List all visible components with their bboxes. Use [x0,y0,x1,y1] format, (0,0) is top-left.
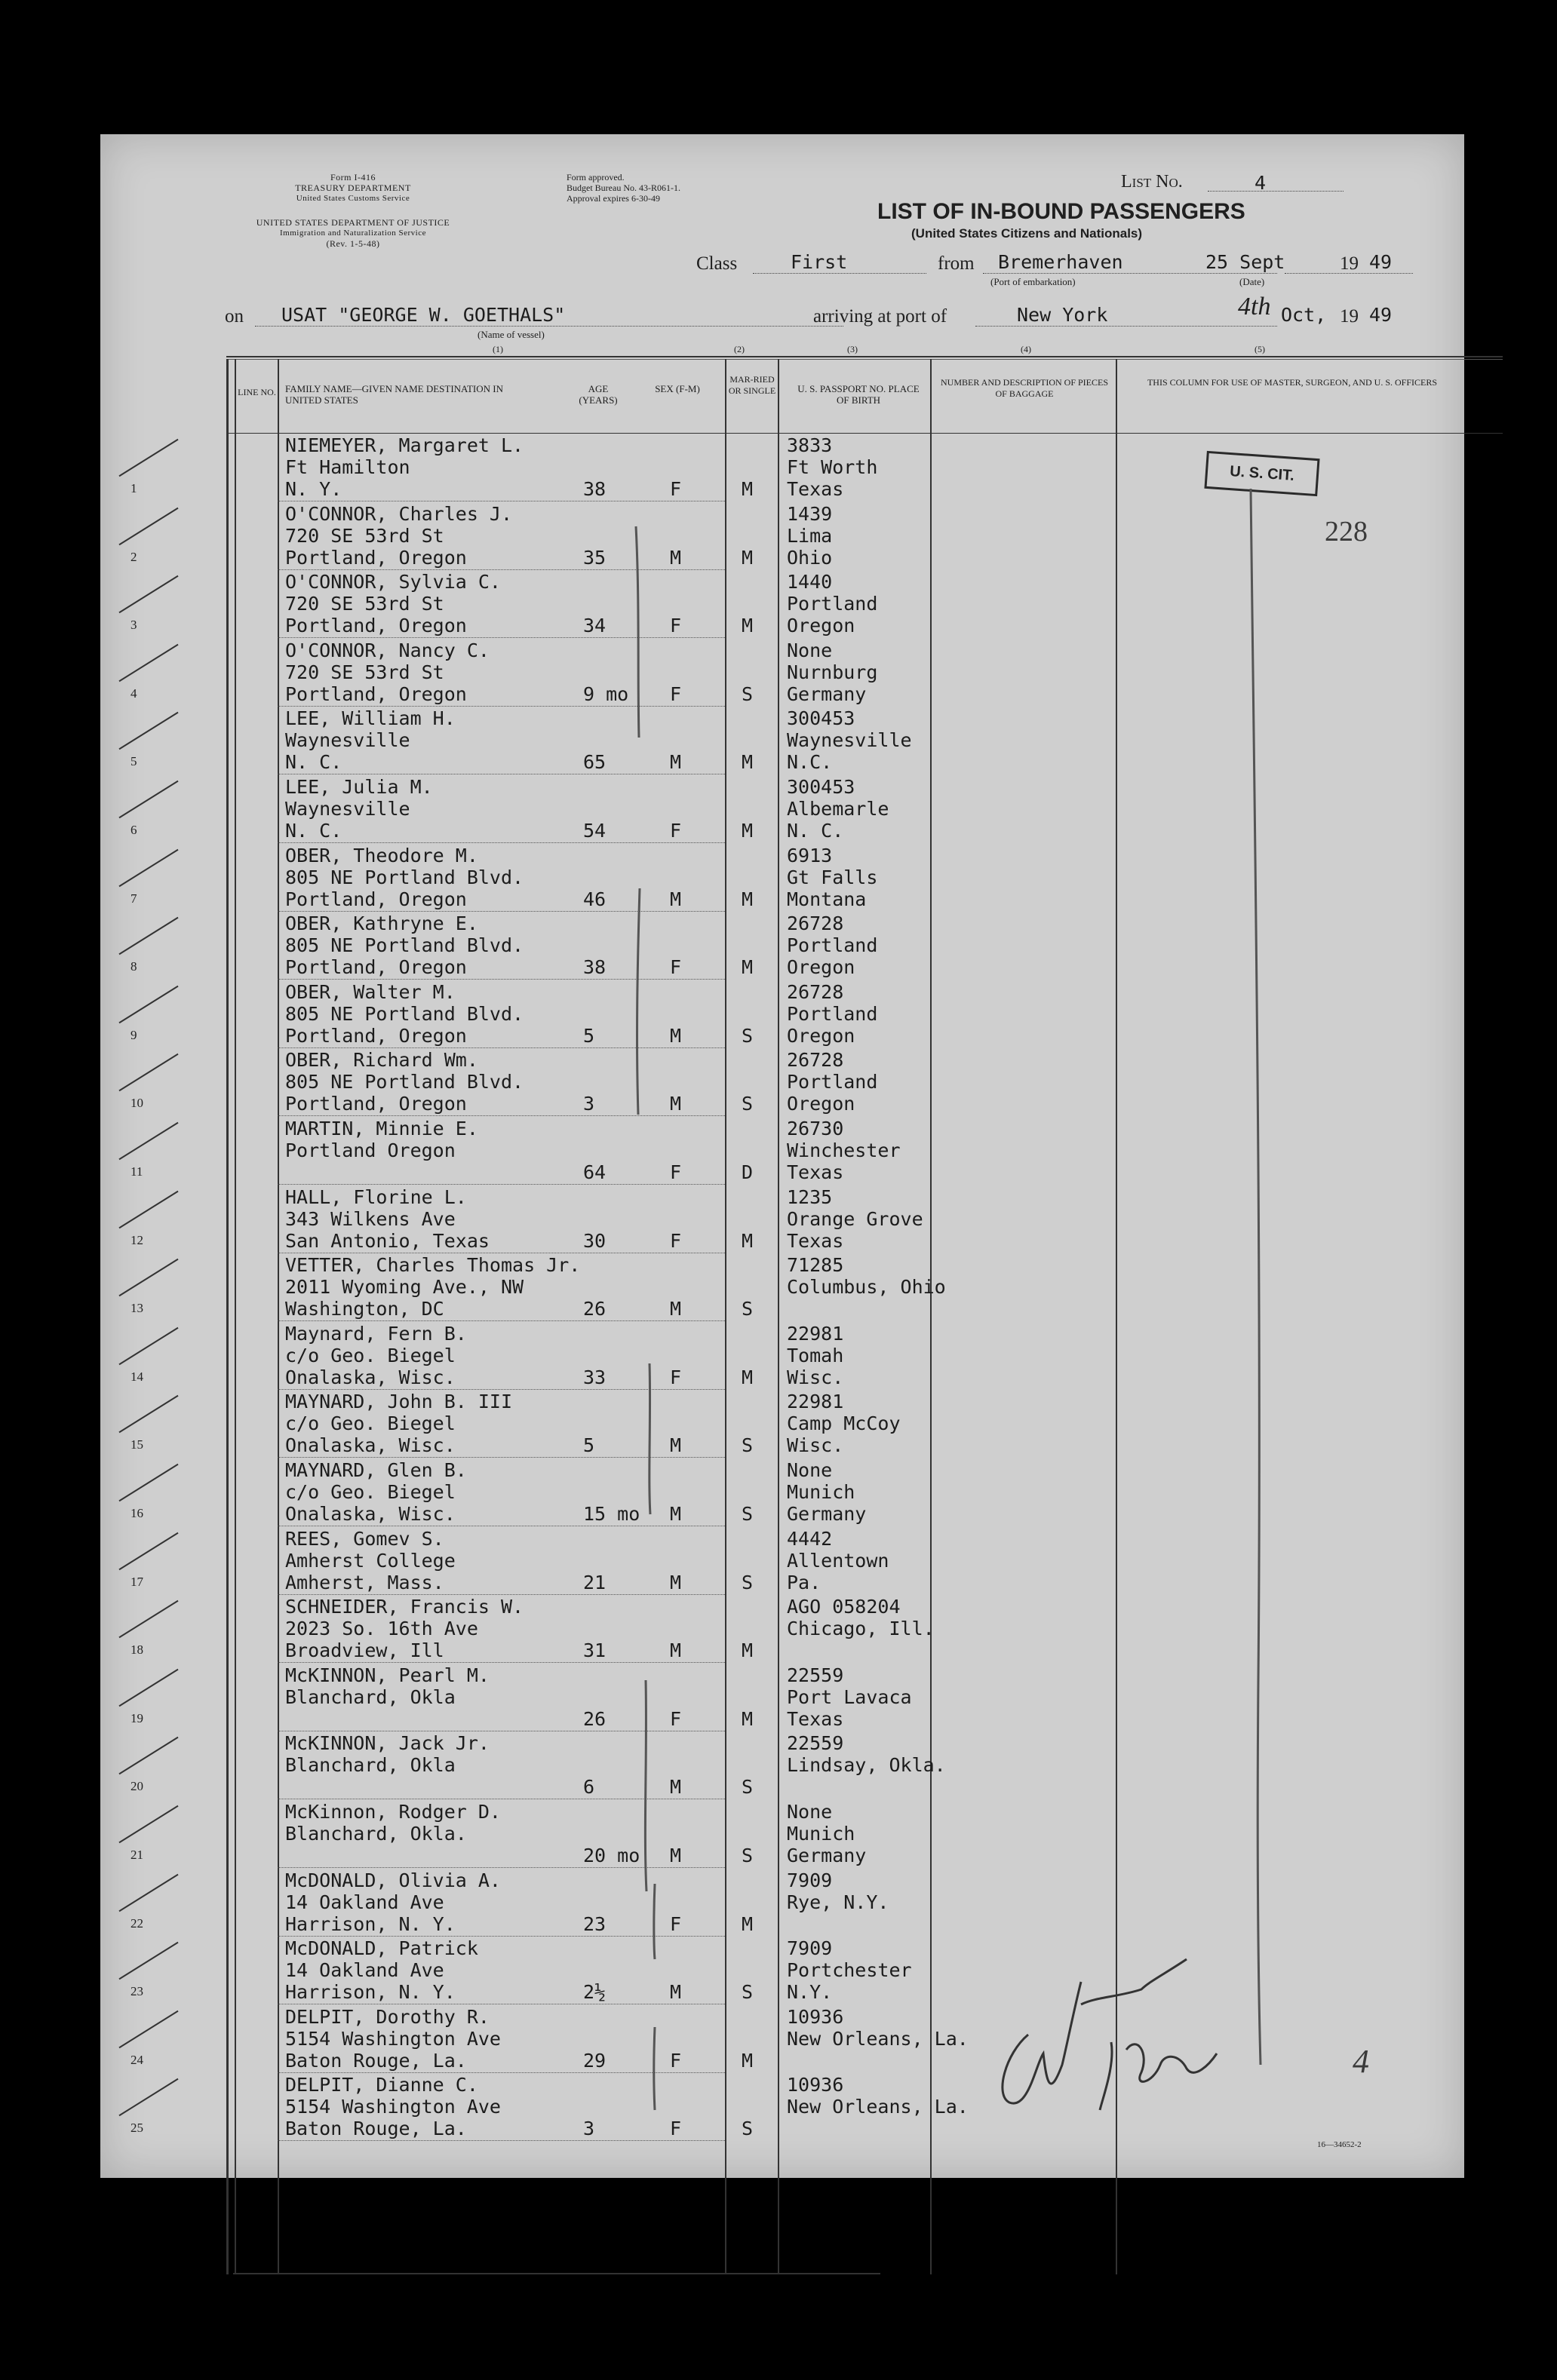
birth-place: New Orleans, La. [787,2027,969,2050]
line-number: 23 [131,1984,143,1999]
passport-number: 22981 [787,1322,844,1345]
treasury-dept: TREASURY DEPARTMENT [295,182,411,193]
passenger-destination: Onalaska, Wisc. [285,1434,456,1457]
passenger-address: 5154 Washington Ave [285,2027,501,2050]
passport-number: 26728 [787,912,844,935]
passenger-marital-status: S [742,1024,754,1047]
passenger-age: 54 [583,820,607,842]
birth-place-region: N. C. [787,820,844,842]
col-header-name: FAMILY NAME—GIVEN NAME DESTINATION IN UNITED STATES [285,383,504,406]
passenger-sex: F [670,2049,682,2072]
approval-line-1: Form approved. [567,172,625,182]
passport-number: 7909 [787,1869,833,1891]
birth-place-region: Ohio [787,546,833,569]
birth-place-region: Germany [787,1845,867,1866]
line-number: 24 [131,2052,143,2067]
passport-number: 26728 [787,1049,844,1072]
passenger-age: 29 [583,2049,607,2072]
passport-number: 300453 [787,707,855,730]
passenger-name: O'CONNOR, Charles J. [285,502,513,525]
passenger-address: c/o Geo. Biegel [285,1344,456,1366]
col-header-sex: SEX (F-M) [655,383,700,394]
col-header-line-no: LINE NO. [238,387,276,397]
passenger-marital-status: M [742,888,754,910]
passenger-name: OBER, Walter M. [285,980,456,1003]
passenger-sex: F [670,1161,682,1183]
passenger-sex: M [670,888,682,910]
passenger-age: 20 mo [583,1845,640,1866]
passenger-sex: M [670,1434,682,1457]
passenger-address: Ft Hamilton [285,456,410,478]
revision: (Rev. 1-5-48) [326,238,380,249]
page-subtitle: (United States Citizens and Nationals) [911,226,1143,241]
passenger-address: 14 Oakland Ave [285,1891,444,1913]
line-number: 16 [131,1506,143,1520]
passenger-sex: F [670,1707,682,1730]
passenger-name: McDONALD, Olivia A. [285,1869,501,1891]
passenger-marital-status: S [742,2118,754,2140]
passenger-name: McKINNON, Pearl M. [285,1664,490,1686]
passport-number: 3833 [787,434,833,456]
passenger-name: Maynard, Fern B. [285,1322,467,1345]
passenger-sex: M [670,1093,682,1115]
passenger-address: Blanchard, Okla [285,1685,456,1708]
passenger-name: VETTER, Charles Thomas Jr. [285,1254,581,1277]
passenger-age: 64 [583,1161,607,1183]
passenger-address: Amherst College [285,1549,456,1572]
birth-place: Munich [787,1481,855,1503]
passenger-name: REES, Gomev S. [285,1527,444,1550]
birth-place-region: N.Y. [787,1981,833,2004]
passenger-destination: Harrison, N. Y. [285,1912,456,1935]
birth-place-region: Texas [787,478,844,500]
line-number: 20 [131,1779,143,1794]
passenger-age: 38 [583,956,607,979]
passport-number: 1440 [787,571,833,593]
passenger-marital-status: M [742,820,754,842]
passenger-age: 2½ [583,1981,607,2004]
passenger-marital-status: M [742,1639,754,1662]
birth-place-region: Germany [787,1503,867,1525]
birth-place: Orange Grove [787,1207,923,1230]
list-number: 4 [1255,172,1267,194]
line-number: 1 [131,481,137,495]
line-number: 18 [131,1642,143,1658]
line-number: 14 [131,1369,143,1384]
passenger-sex: M [670,1298,682,1320]
passenger-marital-status: M [742,478,754,500]
birth-place: Albemarle [787,798,889,820]
passport-number: 4442 [787,1527,833,1550]
passenger-age: 6 [583,1776,595,1799]
page-title: LIST OF IN-BOUND PASSENGERS [877,199,1245,224]
passenger-age: 3 [583,1093,595,1115]
passenger-address: 805 NE Portland Blvd. [285,1002,524,1025]
birth-place: Rye, N.Y. [787,1891,889,1913]
passport-number: 26730 [787,1118,844,1139]
passenger-address: c/o Geo. Biegel [285,1481,456,1503]
passenger-sex: M [670,1845,682,1866]
col-number-2: (2) [734,344,745,354]
passenger-address: 720 SE 53rd St [285,593,444,615]
passenger-address: 805 NE Portland Blvd. [285,866,524,888]
form-number: Form I-416 [330,172,376,182]
passport-number: 22559 [787,1732,844,1755]
birth-place: Allentown [787,1549,889,1572]
passenger-sex: M [670,751,682,774]
passenger-age: 21 [583,1571,607,1593]
birth-place: New Orleans, La. [787,2096,969,2118]
ins-service: Immigration and Naturalization Service [279,228,427,238]
passenger-destination: Onalaska, Wisc. [285,1366,456,1388]
passenger-destination: Portland, Oregon [285,888,467,910]
passenger-name: McDONALD, Patrick [285,1937,478,1960]
passenger-age: 3 [583,2118,595,2140]
passenger-destination: Portland, Oregon [285,956,467,979]
passport-number: 22981 [787,1391,844,1413]
from-label: from [938,253,975,274]
passenger-destination: Portland, Oregon [285,1024,467,1047]
line-number: 3 [131,618,137,633]
birth-place-region: Wisc. [787,1366,844,1388]
passenger-marital-status: M [742,1229,754,1252]
line-number: 21 [131,1848,143,1862]
passport-number: 7909 [787,1937,833,1960]
birth-place-region: Oregon [787,1024,855,1047]
passport-number: AGO 058204 [787,1596,901,1618]
passenger-address: 5154 Washington Ave [285,2096,501,2118]
year-prefix: 19 [1340,253,1359,274]
vessel-caption: (Name of vessel) [478,329,545,340]
line-number: 22 [131,1915,143,1931]
line-number: 5 [131,754,137,769]
arrival-month: Oct, [1281,304,1327,326]
passenger-age: 30 [583,1229,607,1252]
birth-place-region: Montana [787,888,867,910]
line-number: 2 [131,549,137,564]
pencil-line [1251,489,1261,2065]
birth-place: Waynesville [787,729,912,752]
passenger-sex: M [670,1639,682,1662]
arrival-port: New York [1017,304,1108,326]
passenger-name: OBER, Theodore M. [285,844,478,866]
passenger-name: LEE, Julia M. [285,776,433,798]
line-number: 10 [131,1096,143,1111]
passenger-marital-status: M [742,1707,754,1730]
birth-place: Nurnburg [787,661,878,683]
passenger-marital-status: S [742,1434,754,1457]
passport-number: None [787,1801,833,1823]
passenger-age: 26 [583,1298,607,1320]
year-value: 49 [1369,251,1393,273]
approval-line-3: Approval expires 6-30-49 [567,193,660,204]
passport-number: 1439 [787,502,833,525]
footer-code: 16—34652-2 [1317,2140,1362,2149]
passenger-age: 65 [583,751,607,774]
birth-place: Lima [787,524,833,547]
passport-number: None [787,1459,833,1481]
passenger-marital-status: D [742,1161,754,1183]
us-citizen-stamp: U. S. CIT. [1204,451,1319,496]
passenger-sex: F [670,2118,682,2140]
passport-number: 300453 [787,776,855,798]
col-header-passport: U. S. PASSPORT NO. PLACE OF BIRTH [797,383,920,406]
class-value: First [791,251,848,273]
passenger-marital-status: S [742,1845,754,1866]
passenger-destination: Portland, Oregon [285,546,467,569]
passenger-sex: M [670,1571,682,1593]
birth-place: Portland [787,593,878,615]
birth-place-region: Oregon [787,956,855,979]
passenger-age: 31 [583,1639,607,1662]
passenger-address: 720 SE 53rd St [285,661,444,683]
passenger-name: MARTIN, Minnie E. [285,1118,478,1139]
passenger-marital-status: M [742,2049,754,2072]
birth-place-region: Germany [787,682,867,705]
passenger-sex: F [670,820,682,842]
passenger-marital-status: S [742,1981,754,2004]
passport-number: 71285 [787,1254,844,1277]
passenger-address: Waynesville [285,729,410,752]
passenger-age: 5 [583,1024,595,1047]
passenger-sex: M [670,1503,682,1525]
col-number-3: (3) [847,344,858,354]
birth-place-region: N.C. [787,751,833,774]
birth-place: Portland [787,934,878,957]
passenger-destination: San Antonio, Texas [285,1229,490,1252]
pencil-annotations [100,134,1464,2178]
passenger-name: SCHNEIDER, Francis W. [285,1596,524,1618]
passenger-marital-status: S [742,1298,754,1320]
passenger-sex: M [670,1776,682,1799]
line-number: 25 [131,2121,143,2136]
line-number: 15 [131,1437,143,1452]
col-header-baggage: NUMBER AND DESCRIPTION OF PIECES OF BAGGAGE [940,377,1109,399]
passenger-sex: F [670,1229,682,1252]
birth-place: Munich [787,1823,855,1845]
passenger-destination: Broadview, Ill [285,1639,444,1662]
line-number: 13 [131,1301,143,1316]
margin-mark: 4 [1353,2043,1369,2080]
birth-place: Lindsay, Okla. [787,1754,946,1777]
passenger-address: Blanchard, Okla [285,1754,456,1777]
line-number: 17 [131,1574,143,1589]
passenger-name: McKinnon, Rodger D. [285,1801,501,1823]
passenger-sex: F [670,478,682,500]
vessel-name: USAT "GEORGE W. GOETHALS" [281,304,566,326]
passenger-age: 5 [583,1434,595,1457]
passport-number: 26728 [787,980,844,1003]
birth-place: Chicago, Ill. [787,1618,935,1640]
passenger-sex: F [670,682,682,705]
passenger-sex: M [670,1024,682,1047]
line-number: 9 [131,1027,137,1042]
passenger-age: 23 [583,1912,607,1935]
birth-place: Columbus, Ohio [787,1276,946,1299]
passenger-address: 14 Oakland Ave [285,1959,444,1982]
approval-line-2: Budget Bureau No. 43-R061-1. [567,182,680,193]
birth-place-region: Texas [787,1161,844,1183]
passport-number: 1235 [787,1185,833,1208]
birth-place-region: Texas [787,1707,844,1730]
passenger-address: 720 SE 53rd St [285,524,444,547]
line-number: 7 [131,891,137,906]
col-number-1: (1) [493,344,503,354]
birth-place: Ft Worth [787,456,878,478]
passport-number: 10936 [787,2074,844,2096]
departure-date: 25 Sept [1205,251,1285,273]
passenger-marital-status: S [742,1503,754,1525]
passenger-sex: F [670,615,682,637]
birth-place: Winchester [787,1139,901,1161]
passenger-marital-status: M [742,1912,754,1935]
arrival-day: 4th [1238,293,1271,321]
passenger-age: 15 mo [583,1503,640,1525]
birth-place: Camp McCoy [787,1412,901,1435]
passenger-sex: F [670,1366,682,1388]
col-number-4: (4) [1021,344,1031,354]
birth-place: Portchester [787,1959,912,1982]
passenger-destination: N. Y. [285,478,342,500]
passenger-name: MAYNARD, John B. III [285,1391,513,1413]
passenger-age: 33 [583,1366,607,1388]
passenger-age: 46 [583,888,607,910]
page-stamp-number: 228 [1325,516,1368,547]
passenger-destination: Portland, Oregon [285,1093,467,1115]
passenger-destination: Amherst, Mass. [285,1571,444,1593]
birth-place-region: Wisc. [787,1434,844,1457]
passport-number: 22559 [787,1664,844,1686]
col-header-officers: THIS COLUMN FOR USE OF MASTER, SURGEON, AND U. S. OFFICERS [1147,377,1438,388]
justice-dept: UNITED STATES DEPARTMENT OF JUSTICE [256,217,450,228]
arrival-year-prefix: 19 [1340,306,1359,327]
passenger-address: 805 NE Portland Blvd. [285,1071,524,1093]
line-number: 11 [131,1164,143,1179]
passenger-age: 38 [583,478,607,500]
birth-place: Port Lavaca [787,1685,912,1708]
col-header-married: MAR-RIED OR SINGLE [728,374,776,396]
passenger-marital-status: S [742,682,754,705]
passenger-age: 9 mo [583,682,629,705]
line-number: 6 [131,823,137,837]
date-caption: (Date) [1239,276,1265,287]
line-number: 8 [131,959,137,974]
passenger-marital-status: M [742,956,754,979]
on-label: on [225,306,244,327]
birth-place-region: Texas [787,1229,844,1252]
pencil-line [636,526,639,738]
passenger-age: 35 [583,546,607,569]
passenger-address: 805 NE Portland Blvd. [285,934,524,957]
birth-place: Portland [787,1002,878,1025]
passenger-marital-status: M [742,546,754,569]
passenger-name: O'CONNOR, Sylvia C. [285,571,501,593]
list-no-label: List No. [1121,172,1183,192]
passenger-sex: F [670,1912,682,1935]
port-of-embarkation: Bremerhaven [998,251,1123,273]
passenger-marital-status: M [742,1366,754,1388]
arrival-year: 49 [1369,304,1393,326]
passenger-destination: Washington, DC [285,1298,444,1320]
col-header-age: AGE (YEARS) [579,383,618,406]
passenger-destination: N. C. [285,751,342,774]
passport-number: None [787,639,833,661]
passenger-destination: Portland, Oregon [285,615,467,637]
manifest-page [100,134,1464,2178]
passport-number: 10936 [787,2005,844,2028]
passenger-destination: Portland, Oregon [285,682,467,705]
col-number-5: (5) [1255,344,1265,354]
passenger-name: DELPIT, Dianne C. [285,2074,478,2096]
passenger-name: LEE, William H. [285,707,456,730]
passenger-destination: Baton Rouge, La. [285,2049,467,2072]
passenger-name: NIEMEYER, Margaret L. [285,434,524,456]
customs-service: United States Customs Service [296,194,410,203]
line-number: 19 [131,1710,143,1725]
passenger-sex: M [670,1981,682,2004]
class-label: Class [696,253,738,274]
pencil-line [654,1884,655,1959]
birth-place-region: Pa. [787,1571,821,1593]
passenger-name: HALL, Florine L. [285,1185,467,1208]
passenger-sex: M [670,546,682,569]
birth-place: Portland [787,1071,878,1093]
passport-number: 6913 [787,844,833,866]
passenger-destination: Baton Rouge, La. [285,2118,467,2140]
passenger-name: MAYNARD, Glen B. [285,1459,467,1481]
passenger-address: 2023 So. 16th Ave [285,1618,478,1640]
passenger-name: O'CONNOR, Nancy C. [285,639,490,661]
passenger-marital-status: M [742,615,754,637]
passenger-address: Portland Oregon [285,1139,456,1161]
arriving-label: arriving at port of [813,306,947,327]
passenger-address: c/o Geo. Biegel [285,1412,456,1435]
passenger-address: 343 Wilkens Ave [285,1207,456,1230]
birth-place-region: Oregon [787,615,855,637]
passenger-destination: Harrison, N. Y. [285,1981,456,2004]
passenger-marital-status: S [742,1093,754,1115]
pencil-line [637,888,640,1115]
line-number: 12 [131,1232,143,1247]
passenger-age: 26 [583,1707,607,1730]
passenger-name: OBER, Kathryne E. [285,912,478,935]
pencil-line [645,1680,646,1891]
passenger-destination: Onalaska, Wisc. [285,1503,456,1525]
birth-place-region: Oregon [787,1093,855,1115]
passenger-name: OBER, Richard Wm. [285,1049,478,1072]
passenger-name: DELPIT, Dorothy R. [285,2005,490,2028]
birth-place: Tomah [787,1344,844,1366]
pencil-line [654,2027,655,2110]
passenger-age: 34 [583,615,607,637]
port-caption: (Port of embarkation) [990,276,1076,287]
handwritten-signature [1003,1959,1217,2110]
passenger-address: Blanchard, Okla. [285,1823,467,1845]
passenger-address: Waynesville [285,798,410,820]
passenger-marital-status: S [742,1571,754,1593]
line-number: 4 [131,685,137,701]
passenger-address: 2011 Wyoming Ave., NW [285,1276,524,1299]
passenger-marital-status: S [742,1776,754,1799]
birth-place: Gt Falls [787,866,878,888]
passenger-marital-status: M [742,751,754,774]
passenger-sex: F [670,956,682,979]
passenger-name: McKINNON, Jack Jr. [285,1732,490,1755]
passenger-destination: N. C. [285,820,342,842]
